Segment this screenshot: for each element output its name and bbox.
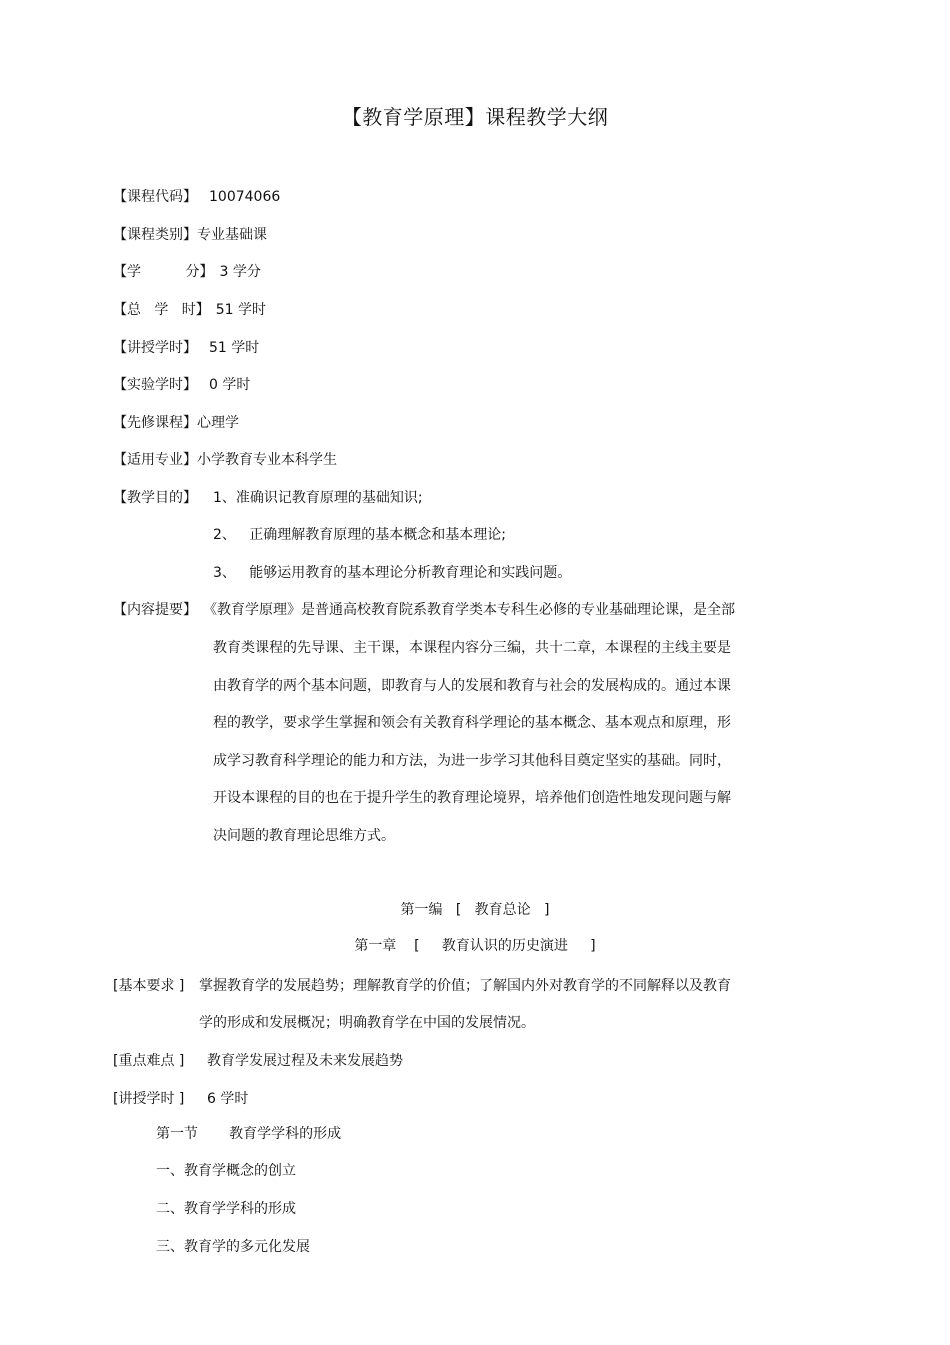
field-value: 51 学时: [215, 302, 266, 318]
summary-line: 由教育学的两个基本问题，即教育与人的发展和教育与社会的发展构成的。通过本课: [213, 678, 731, 694]
key-points-label: [重点难点 ]: [113, 1053, 185, 1069]
field-value: 专业基础课: [197, 227, 267, 243]
summary-line: 《教育学原理》是普通高校教育院系教育学类本专科生必修的专业基础理论课，是全部: [203, 602, 735, 618]
requirements-label: [基本要求 ]: [113, 978, 185, 994]
field-value: 3 学分: [219, 264, 261, 280]
requirements-line: 掌握教育学的发展趋势；理解教育学的价值；了解国内外对教育学的不同解释以及教育: [199, 978, 731, 994]
summary-line: 教育类课程的先导课、主干课，本课程内容分三编，共十二章，本课程的主线主要是: [213, 640, 731, 656]
field-value: 小学教育专业本科学生: [197, 452, 337, 468]
field-prerequisite: [113, 414, 239, 432]
subsection-item: 二、教育学学科的形成: [156, 1201, 296, 1217]
key-points-value: 教育学发展过程及未来发展趋势: [207, 1053, 403, 1069]
field-label: 【实验学时】: [113, 377, 197, 393]
summary-line: 程的教学，要求学生掌握和领会有关教育科学理论的基本概念、基本观点和原理，形: [213, 715, 731, 731]
field-course-category: [113, 226, 267, 244]
field-label: 【学 分】: [113, 264, 214, 280]
field-lab-hours: [113, 376, 250, 394]
field-label: 【适用专业】: [113, 452, 197, 468]
field-value: 0 学时: [209, 377, 251, 393]
summary-line: 开设本课程的目的也在于提升学生的教育理论境界，培养他们创造性地发现问题与解: [213, 790, 731, 806]
field-label: 【课程代码】: [113, 189, 197, 205]
subsection-item: 一、教育学概念的创立: [156, 1163, 296, 1179]
goal-item: 1、准确识记教育原理的基础知识;: [213, 490, 423, 506]
requirements-line: 学的形成和发展概况；明确教育学在中国的发展情况。: [199, 1015, 535, 1031]
goal-item: 2、 正确理解教育原理的基本概念和基本理论;: [213, 527, 506, 543]
summary-label: 【内容提要】: [113, 602, 197, 618]
field-label: 【先修课程】: [113, 415, 197, 431]
field-value: 10074066: [209, 189, 281, 205]
chapter-hours-value: 6 学时: [207, 1091, 249, 1107]
summary-line: 成学习教育科学理论的能力和方法，为进一步学习其他科目奠定坚实的基础。同时，: [213, 753, 731, 769]
field-total-hours: [113, 301, 266, 319]
field-applicable-major: [113, 451, 337, 469]
field-lecture-hours: [113, 339, 259, 357]
field-label: 【总 学 时】: [113, 302, 210, 318]
subsection-item: 三、教育学的多元化发展: [156, 1239, 310, 1255]
field-credit: [113, 263, 261, 281]
field-value: 心理学: [197, 415, 239, 431]
field-label: 【讲授学时】: [113, 340, 197, 356]
section-heading: 第一节 教育学学科的形成: [156, 1126, 342, 1142]
chapter-heading: 第一章 [ 教育认识的历史演进 ]: [354, 938, 596, 954]
field-course-code: [113, 188, 280, 206]
field-value: 51 学时: [209, 340, 260, 356]
goal-item: 3、 能够运用教育的基本理论分析教育理论和实践问题。: [213, 565, 572, 581]
document-title: 【教育学原理】课程教学大纲: [341, 105, 609, 129]
part-heading: 第一编 [ 教育总论 ]: [400, 902, 550, 918]
summary-line: 决问题的教育理论思维方式。: [213, 828, 395, 844]
goals-label: 【教学目的】: [113, 490, 197, 506]
chapter-hours-label: [讲授学时 ]: [113, 1091, 185, 1107]
field-label: 【课程类别】: [113, 227, 197, 243]
